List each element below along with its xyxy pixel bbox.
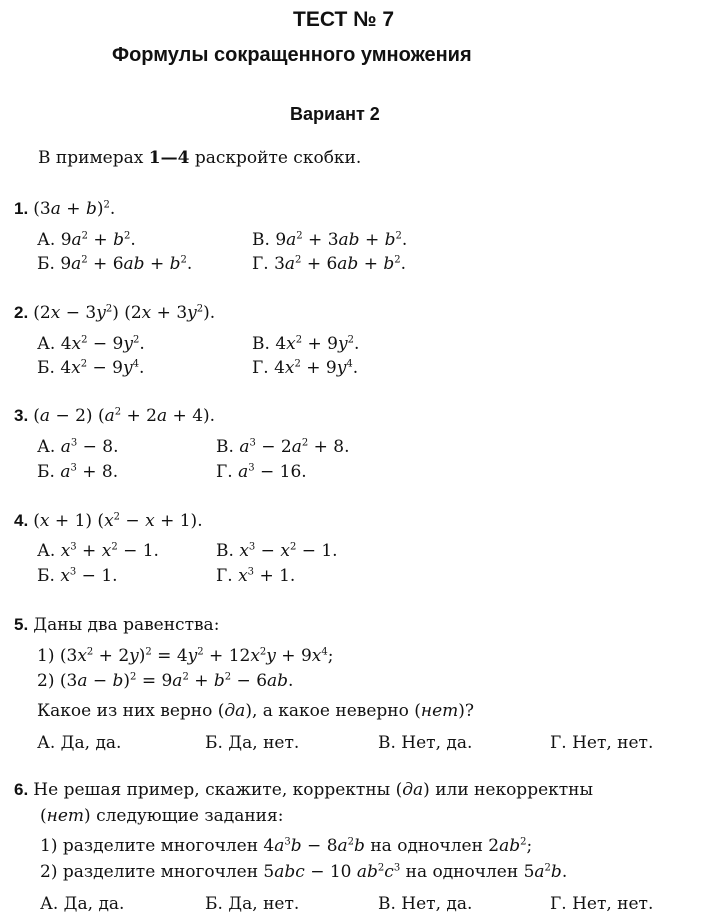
answer-a: А. Да, да. <box>40 894 125 914</box>
question-1 <box>14 199 115 219</box>
option-value: $9a^2 + b^2$. <box>60 230 136 250</box>
option-label: А. <box>37 541 56 561</box>
option-value: $4x^2 + 9y^2$. <box>275 334 360 354</box>
task-2: 2) разделите многочлен 5abc − 10 $ab^2c^3$ на одночлен $5a^2b$. <box>40 862 568 882</box>
option-label: А. <box>37 437 56 457</box>
variant-label: Вариант 2 <box>290 104 380 124</box>
test-title: ТЕСТ № 7 <box>293 8 395 31</box>
option-label: Г. <box>252 358 269 378</box>
question-number: 3. <box>14 406 29 425</box>
option-b <box>37 566 118 586</box>
question-number: 1. <box>14 199 29 218</box>
answer-a: А. Да, да. <box>37 733 122 753</box>
option-b <box>37 462 118 482</box>
equality-2: 2) $(3a - b)^2 = 9a^2 + b^2 - 6ab$. <box>37 671 294 691</box>
option-value: $4x^2 + 9y^4$. <box>274 358 359 378</box>
option-label: А. <box>37 230 56 250</box>
instructions-prefix: В примерах <box>38 148 144 168</box>
question-text-continued: (нет) следующие задания: <box>40 806 284 826</box>
option-a <box>37 541 159 561</box>
option-label: Б. <box>37 462 55 482</box>
option-value: $a^3 - 8$. <box>60 437 119 457</box>
option-v <box>252 230 407 250</box>
equality-1: 1) $(3x^2 + 2y)^2 = 4y^2 + 12x^2y + 9x^4$; <box>37 646 334 666</box>
question-3 <box>14 406 215 426</box>
option-label: Г. <box>216 566 233 586</box>
answer-g: Г. Нет, нет. <box>550 894 654 914</box>
option-label: Г. <box>252 254 269 274</box>
option-b <box>37 358 144 378</box>
question-text: Даны два равенства: <box>33 615 220 635</box>
option-g <box>252 358 358 378</box>
option-value: $x^3 + x^2 - 1$. <box>60 541 159 561</box>
option-b <box>37 254 192 274</box>
question-2 <box>14 303 215 323</box>
option-label: В. <box>252 230 270 250</box>
instructions-suffix: раскройте скобки. <box>194 148 362 168</box>
option-v <box>216 437 350 457</box>
option-value: $4x^2 - 9y^2$. <box>60 334 145 354</box>
task-1: 1) разделите многочлен $4a^3b - 8a^2b$ на одночлен $2ab^2$; <box>40 836 533 856</box>
option-value: $x^3 - x^2 - 1$. <box>239 541 338 561</box>
option-a <box>37 437 118 457</box>
answer-v: В. Нет, да. <box>378 894 473 914</box>
option-v <box>252 334 359 354</box>
instructions <box>38 148 361 168</box>
answer-b: Б. Да, нет. <box>205 894 300 914</box>
option-value: $a^3 - 16$. <box>238 462 307 482</box>
page-title: Формулы сокращенного умножения <box>112 44 472 66</box>
option-value: $a^3 + 8$. <box>60 462 119 482</box>
option-g <box>216 462 307 482</box>
option-value: $9a^2 + 6ab + b^2$. <box>60 254 193 274</box>
instructions-range: 1—4 <box>148 148 190 168</box>
option-a <box>37 230 136 250</box>
option-g <box>216 566 295 586</box>
option-label: А. <box>37 334 56 354</box>
option-value: $4x^2 - 9y^4$. <box>60 358 145 378</box>
option-g <box>252 254 406 274</box>
option-a <box>37 334 145 354</box>
option-v <box>216 541 338 561</box>
question-5 <box>14 615 219 635</box>
answer-b: Б. Да, нет. <box>205 733 300 753</box>
option-label: Г. <box>216 462 233 482</box>
question-expression: (x + 1) $(x^2 - x + 1)$. <box>33 511 203 531</box>
option-label: В. <box>252 334 270 354</box>
question-4 <box>14 511 203 531</box>
option-value: $9a^2 + 3ab + b^2$. <box>275 230 408 250</box>
option-value: $x^3 + 1$. <box>238 566 296 586</box>
option-label: В. <box>216 541 234 561</box>
option-label: В. <box>216 437 234 457</box>
option-label: Б. <box>37 358 55 378</box>
answer-g: Г. Нет, нет. <box>550 733 654 753</box>
question-text: Не решая пример, скажите, корректны (да) или некорректны <box>33 780 594 800</box>
answer-v: В. Нет, да. <box>378 733 473 753</box>
option-label: Б. <box>37 566 55 586</box>
question-expression: $(3a + b)^2$. <box>33 199 116 219</box>
question-expression: (a − 2) $(a^2 + 2a + 4)$. <box>33 406 216 426</box>
question-prompt: Какое из них верно (да), а какое неверно (нет)? <box>37 701 475 721</box>
question-number: 6. <box>14 780 29 799</box>
option-value: $a^3 - 2a^2 + 8$. <box>239 437 350 457</box>
question-number: 2. <box>14 303 29 322</box>
question-number: 4. <box>14 511 29 530</box>
question-expression: $(2x - 3y^2)$ $(2x + 3y^2)$. <box>33 303 216 323</box>
option-value: $3a^2 + 6ab + b^2$. <box>274 254 407 274</box>
question-6 <box>14 780 593 800</box>
option-value: $x^3 - 1$. <box>60 566 118 586</box>
option-label: Б. <box>37 254 55 274</box>
question-number: 5. <box>14 615 29 634</box>
